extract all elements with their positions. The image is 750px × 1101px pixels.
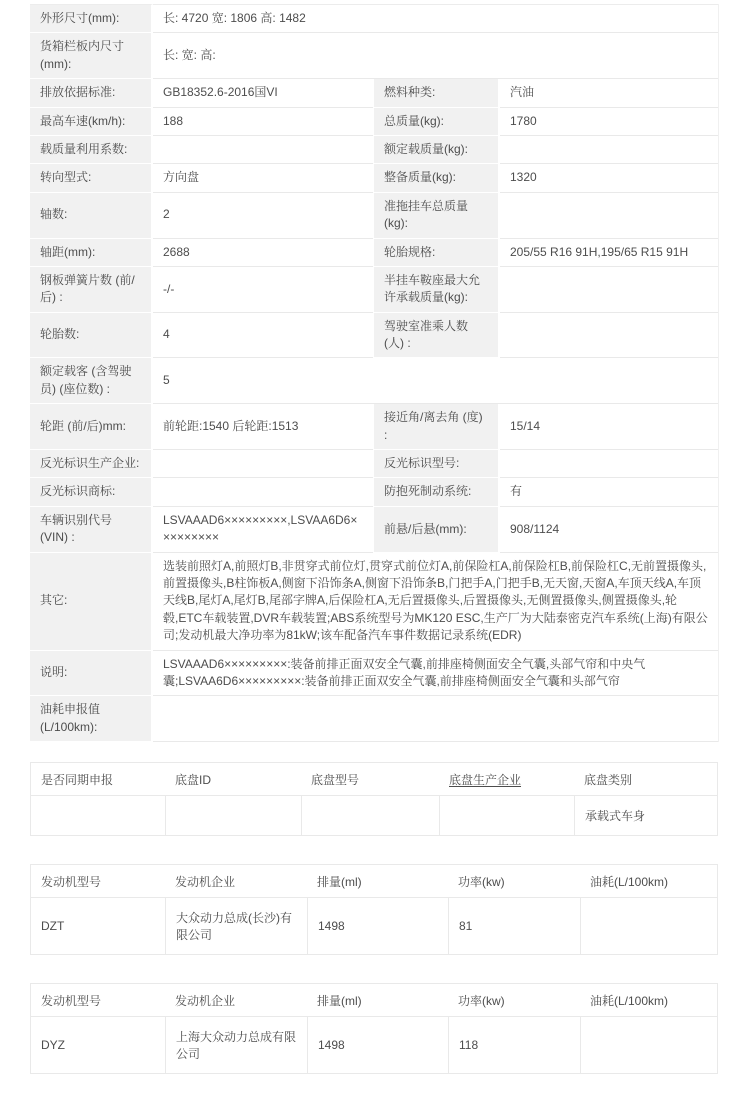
spec-value: GB18352.6-2016国VI <box>153 79 373 107</box>
spec-row-cargo-box <box>30 33 718 79</box>
spec-label: 其它: <box>30 553 153 651</box>
spec-value: 汽油 <box>500 79 718 107</box>
spec-value: 5 <box>153 358 718 404</box>
engine-table-1 <box>30 864 718 955</box>
vehicle-spec-table <box>30 4 719 742</box>
spacer <box>30 974 718 983</box>
chassis-header: 底盘ID <box>165 763 301 796</box>
spec-label: 排放依据标准: <box>30 79 153 107</box>
spec-value: 4 <box>153 313 373 359</box>
chassis-header: 底盘类别 <box>574 763 717 796</box>
spec-label: 转向型式: <box>30 164 153 192</box>
engine-header: 油耗(L/100km) <box>580 865 717 898</box>
spec-label: 总质量(kg): <box>373 108 500 136</box>
spec-label: 额定载客 (含驾驶员) (座位数) : <box>30 358 153 404</box>
spec-label: 最高车速(km/h): <box>30 108 153 136</box>
engine-header: 功率(kw) <box>448 984 580 1017</box>
spec-value: 1320 <box>500 164 718 192</box>
engine-fuel-cell <box>580 1017 717 1073</box>
engine-model-cell: DYZ <box>41 1038 65 1053</box>
spec-row-reflector-brand <box>30 478 718 506</box>
spec-label: 轮胎规格: <box>373 239 500 267</box>
spec-label: 钢板弹簧片数 (前/后) : <box>30 267 153 313</box>
engine-header: 排量(ml) <box>307 984 448 1017</box>
spec-value <box>500 313 718 359</box>
spec-label: 轴数: <box>30 193 153 239</box>
engine-header: 排量(ml) <box>307 865 448 898</box>
spec-label: 载质量利用系数: <box>30 136 153 164</box>
engine1-data-row <box>31 898 717 954</box>
spec-row-max-speed <box>30 108 718 136</box>
spec-row-wheelbase <box>30 239 718 267</box>
spec-label: 反光标识商标: <box>30 478 153 506</box>
spec-row-steering <box>30 164 718 192</box>
engine-power-cell: 118 <box>448 1017 580 1073</box>
spec-label: 驾驶室准乘人数 (人) : <box>373 313 500 359</box>
spec-label: 外形尺寸(mm): <box>30 4 153 33</box>
spec-value: 长: 宽: 高: <box>153 33 718 79</box>
chassis-data-row <box>31 796 717 835</box>
spec-value: -/- <box>153 267 373 313</box>
spec-value <box>500 193 718 239</box>
chassis-cell <box>31 796 165 835</box>
engine-power-cell: 81 <box>448 898 580 954</box>
spec-value: 前轮距:1540 后轮距:1513 <box>153 404 373 450</box>
spec-value: 205/55 R16 91H,195/65 R15 91H <box>500 239 718 267</box>
spec-value <box>153 136 373 164</box>
engine-maker-cell: 上海大众动力总成有限公司 <box>165 1017 307 1073</box>
chassis-header: 是否同期申报 <box>31 763 165 796</box>
spec-label: 轴距(mm): <box>30 239 153 267</box>
spec-row-dimensions <box>30 4 718 33</box>
spec-value: 908/1124 <box>500 507 718 553</box>
spec-label: 轮胎数: <box>30 313 153 359</box>
spec-label: 接近角/离去角 (度) : <box>373 404 500 450</box>
spec-label: 防抱死制动系统: <box>373 478 500 506</box>
chassis-header-row <box>31 763 717 796</box>
engine-header: 发动机企业 <box>165 865 307 898</box>
spec-value: 15/14 <box>500 404 718 450</box>
engine-displacement-cell: 1498 <box>307 1017 448 1073</box>
spec-label: 准拖挂车总质量(kg): <box>373 193 500 239</box>
spec-label: 车辆识别代号 (VIN) : <box>30 507 153 553</box>
engine-header: 发动机企业 <box>165 984 307 1017</box>
chassis-cell <box>165 796 301 835</box>
engine-header: 发动机型号 <box>31 865 165 898</box>
spec-row-load-factor <box>30 136 718 164</box>
spec-value: 2 <box>153 193 373 239</box>
chassis-cell <box>301 796 439 835</box>
spec-label: 反光标识型号: <box>373 450 500 478</box>
engine-header: 功率(kw) <box>448 865 580 898</box>
spec-row-notes <box>30 651 718 697</box>
spec-value: 2688 <box>153 239 373 267</box>
chassis-cell: 承载式车身 <box>574 796 717 835</box>
chassis-table <box>30 762 718 836</box>
chassis-cell <box>439 796 574 835</box>
engine-table-2 <box>30 983 718 1074</box>
spec-value: 1780 <box>500 108 718 136</box>
spec-value <box>153 450 373 478</box>
spec-value-notes: LSVAAAD6×××××××××:装备前排正面双安全气囊,前排座椅侧面安全气囊,头部气帘和中央气囊;LSVAA6D6×××××××××:装备前排正面双安全气囊,前排座椅侧面安全气囊和头部气帘 <box>153 651 718 697</box>
spec-label: 反光标识生产企业: <box>30 450 153 478</box>
spec-label: 轮距 (前/后)mm: <box>30 404 153 450</box>
engine-header: 油耗(L/100km) <box>580 984 717 1017</box>
spec-value: 方向盘 <box>153 164 373 192</box>
spec-row-seats <box>30 358 718 404</box>
spec-value-vin: LSVAAAD6×××××××××,LSVAA6D6××××××××× <box>153 507 373 553</box>
spec-label: 整备质量(kg): <box>373 164 500 192</box>
engine2-data-row <box>31 1017 717 1073</box>
spec-value <box>500 267 718 313</box>
engine2-header-row <box>31 984 717 1017</box>
spec-label: 燃料种类: <box>373 79 500 107</box>
spec-row-vin <box>30 507 718 553</box>
spec-label: 油耗申报值(L/100km): <box>30 696 153 742</box>
chassis-maker-link[interactable]: 底盘生产企业 <box>439 763 574 796</box>
spec-row-emission <box>30 79 718 107</box>
spec-value: 长: 4720 宽: 1806 高: 1482 <box>153 4 718 33</box>
spec-value: 188 <box>153 108 373 136</box>
engine-fuel-cell <box>580 898 717 954</box>
spec-label: 前悬/后悬(mm): <box>373 507 500 553</box>
spec-row-reflector-maker <box>30 450 718 478</box>
spec-value <box>500 450 718 478</box>
engine-header: 发动机型号 <box>31 984 165 1017</box>
spec-value: 有 <box>500 478 718 506</box>
spec-label: 货箱栏板内尺寸(mm): <box>30 33 153 79</box>
chassis-header: 底盘型号 <box>301 763 439 796</box>
spec-row-track <box>30 404 718 450</box>
spec-row-fuel-declared <box>30 696 718 742</box>
spec-value <box>153 478 373 506</box>
spec-row-axles <box>30 193 718 239</box>
spec-value-other: 选装前照灯A,前照灯B,非贯穿式前位灯,贯穿式前位灯A,前保险杠A,前保险杠B,前保险杠C,无前置摄像头,前置摄像头,B柱饰板A,侧窗下沿饰条A,侧窗下沿饰条B,门把手A,门把手B,无天窗,天窗A,车顶天线A,车顶天线B,尾灯A,尾灯B,尾部字牌A,后保险杠A,无后置摄像头,后置摄像头,无侧置摄像头,侧置摄像头,轮毂,ETC车载装置,DVR车载装置;ABS系统型号为MK120 ESC,生产厂为大陆泰密克汽车系统(上海)有限公司;发动机最大净功率为81kW;该车配备汽车事件数据记录系统(EDR) <box>153 553 718 651</box>
spec-row-other <box>30 553 718 651</box>
spacer <box>30 855 718 864</box>
engine-model-cell: DZT <box>41 919 65 934</box>
spec-row-leaf-springs <box>30 267 718 313</box>
spec-label: 半挂车鞍座最大允许承载质量(kg): <box>373 267 500 313</box>
engine-displacement-cell: 1498 <box>307 898 448 954</box>
spec-row-tire-count <box>30 313 718 359</box>
spec-value <box>500 136 718 164</box>
spec-value <box>153 696 718 742</box>
spec-label: 说明: <box>30 651 153 697</box>
engine1-header-row <box>31 865 717 898</box>
spec-label: 额定载质量(kg): <box>373 136 500 164</box>
engine-maker-cell: 大众动力总成(长沙)有限公司 <box>165 898 307 954</box>
